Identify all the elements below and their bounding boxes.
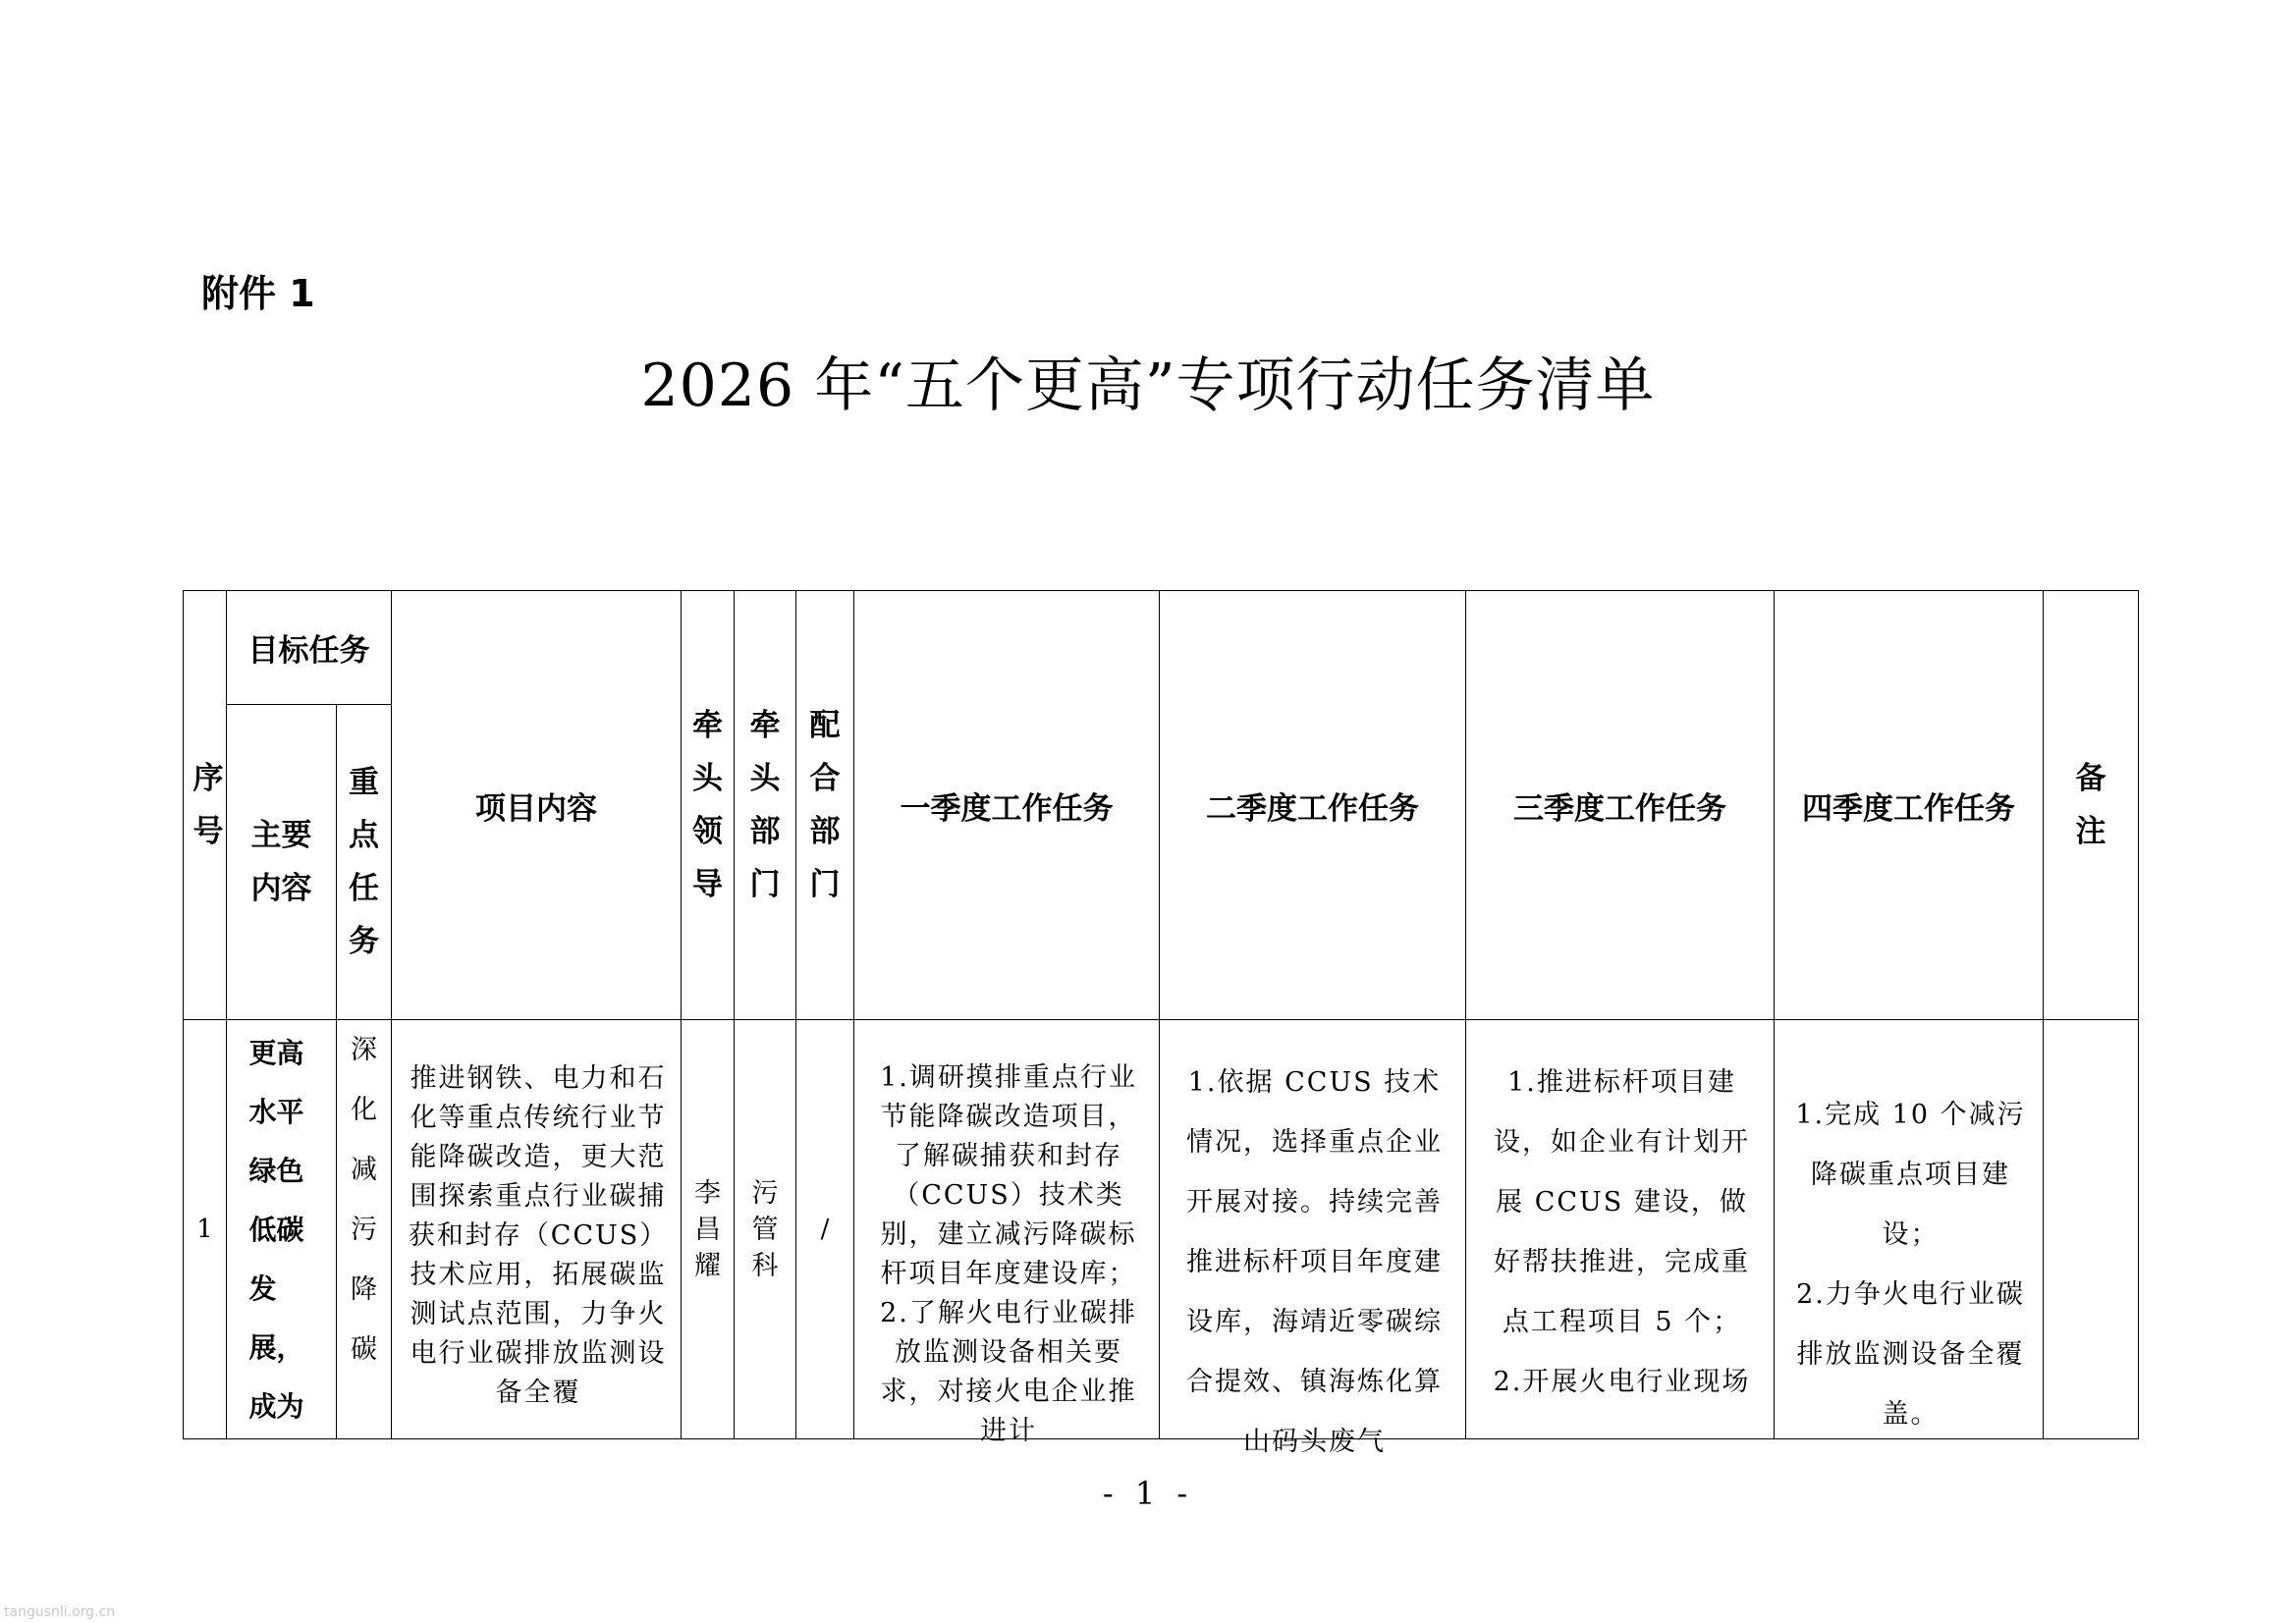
row1-lead-dept: 污管科: [735, 1020, 796, 1439]
row1-coop-dept: /: [796, 1020, 854, 1439]
header-remark: 备注: [2044, 591, 2139, 1020]
row1-q1: 1.调研摸排重点行业节能降碳改造项目，了解碳捕获和封存（CCUS）技术类别，建立减污降碳标杆项目年度建设库； 2.了解火电行业碳排放监测设备相关要求，对接火电企业推进计: [854, 1020, 1160, 1439]
header-seq: 序号: [184, 591, 227, 1020]
row1-key-task: 深化减污降碳: [337, 1020, 392, 1439]
row1-q4: 1.完成 10 个减污降碳重点项目建设； 2.力争火电行业碳排放监测设备全覆盖。: [1775, 1020, 2044, 1439]
attachment-label: 附件 1: [201, 272, 315, 315]
header-lead-dept: 牵头部门: [735, 591, 796, 1020]
task-table: [183, 590, 2139, 1457]
header-lead-leader: 牵头领导: [682, 591, 735, 1020]
watermark: tangusnli.org.cn: [4, 1604, 116, 1620]
row1-q2: 1.依据 CCUS 技术情况，选择重点企业开展对接。持续完善推进标杆项目年度建设库，海靖近零碳综合提效、镇海炼化算山码头废气: [1160, 1020, 1466, 1439]
header-q1: 一季度工作任务: [854, 591, 1160, 1020]
row1-main-content: 更高水平绿色低碳发展，成为: [227, 1020, 337, 1439]
row1-q3: 1.推进标杆项目建设，如企业有计划开展 CCUS 建设，做好帮扶推进，完成重点工程项目 5 个； 2.开展火电行业现场: [1466, 1020, 1775, 1439]
header-coop-dept: 配合部门: [796, 591, 854, 1020]
document-title: 2026 年“五个更高”专项行动任务清单: [640, 352, 1656, 420]
header-key-task: 重点任务: [337, 705, 392, 1020]
row1-seq: 1: [184, 1020, 227, 1439]
row1-lead-leader: 李昌耀: [682, 1020, 735, 1439]
header-q4: 四季度工作任务: [1775, 591, 2044, 1020]
header-project-content: 项目内容: [392, 591, 682, 1020]
header-q3: 三季度工作任务: [1466, 591, 1775, 1020]
header-main-content: 主要内容: [227, 705, 337, 1020]
row1-project-content: 推进钢铁、电力和石化等重点传统行业节能降碳改造，更大范围探索重点行业碳捕获和封存（CCUS）技术应用，拓展碳监测试点范围，力争火电行业碳排放监测设备全覆: [392, 1020, 682, 1439]
header-target-task: 目标任务: [227, 591, 392, 705]
header-q2: 二季度工作任务: [1160, 591, 1466, 1020]
page-number: - 1 -: [1102, 1475, 1194, 1512]
row1-remark: [2044, 1020, 2139, 1439]
